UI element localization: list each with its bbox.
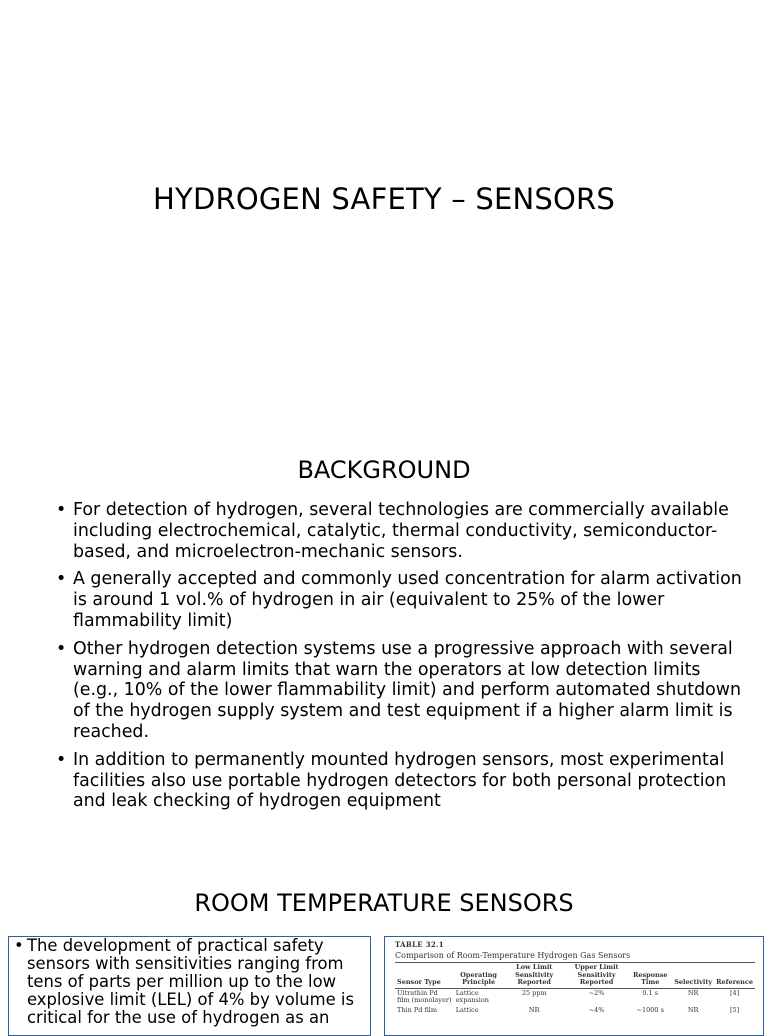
background-heading: BACKGROUND (297, 456, 471, 484)
table-cell: Ultrathin Pd film (monolayer) (397, 988, 452, 1004)
room-temperature-bullet: • The development of practical safety sensors with sensitivities ranging from tens of parts per million up to the low explosive limit (LEL) of 4% by volume is critical for the use of hydrogen as an (14, 937, 364, 1027)
sensor-comparison-table (395, 963, 755, 1015)
table-cell: Thin Pd film (397, 1005, 438, 1014)
room-temperature-heading: ROOM TEMPERATURE SENSORS (194, 889, 574, 917)
table-cell: 25 ppm (521, 988, 547, 997)
table-label: TABLE 32.1 (395, 940, 444, 949)
table-row (395, 1006, 755, 1016)
sensor-comparison-table-image (384, 936, 764, 1036)
table-cell: NR (528, 1005, 540, 1014)
table-cell: 0.1 s (642, 988, 659, 997)
table-header-cell: Selectivity (672, 963, 714, 988)
bullet-alarm-concentration: • A generally accepted and commonly used concentration for alarm activation is around 1 vol.% of hydrogen in air (equivalent to 25% of the lower flammability limit) (56, 569, 746, 631)
table-header-row (395, 963, 755, 988)
table-cell: Lattice expansion (455, 988, 489, 1004)
bullet-detection-technologies: • For detection of hydrogen, several technologies are commercially available including electrochemical, catalytic, thermal conductivity, semiconductor-based, and microelectron-mechanic sensors. (56, 500, 746, 562)
table-header-cell: Upper Limit Sensitivity Reported (565, 963, 628, 988)
table-cell: Lattice (455, 1005, 479, 1014)
table-header-cell: Reference (714, 963, 755, 988)
table-caption: Comparison of Room-Temperature Hydrogen Gas Sensors (395, 951, 755, 963)
table-header-cell: Operating Principle (454, 963, 504, 988)
background-bullet-list (56, 500, 746, 819)
table-cell: ~4% (588, 1005, 605, 1014)
room-temperature-text-box (8, 936, 371, 1036)
table-cell: NR (687, 1005, 699, 1014)
table-cell: [5] (729, 1005, 740, 1014)
table-header-cell: Low Limit Sensitivity Reported (504, 963, 565, 988)
bullet-portable-detectors: • In addition to permanently mounted hydrogen sensors, most experimental facilities also use portable hydrogen detectors for both personal protection and leak checking of hydrogen equipment (56, 750, 746, 812)
table-cell: [4] (729, 988, 740, 997)
table-header-cell: Response Time (628, 963, 672, 988)
table-cell: ~2% (588, 988, 605, 997)
table-cell: NR (687, 988, 699, 997)
slide-title: HYDROGEN SAFETY – SENSORS (153, 182, 615, 216)
table-row (395, 988, 755, 1006)
bullet-progressive-approach: • Other hydrogen detection systems use a progressive approach with several warning and alarm limits that warn the operators at low detection limits (e.g., 10% of the lower flammability limit) and perform automated shutdown of the hydrogen supply system and test equipment if a higher alarm limit is reached. (56, 639, 746, 743)
table-header-cell: Sensor Type (395, 963, 454, 988)
table-cell: ~1000 s (636, 1005, 664, 1014)
